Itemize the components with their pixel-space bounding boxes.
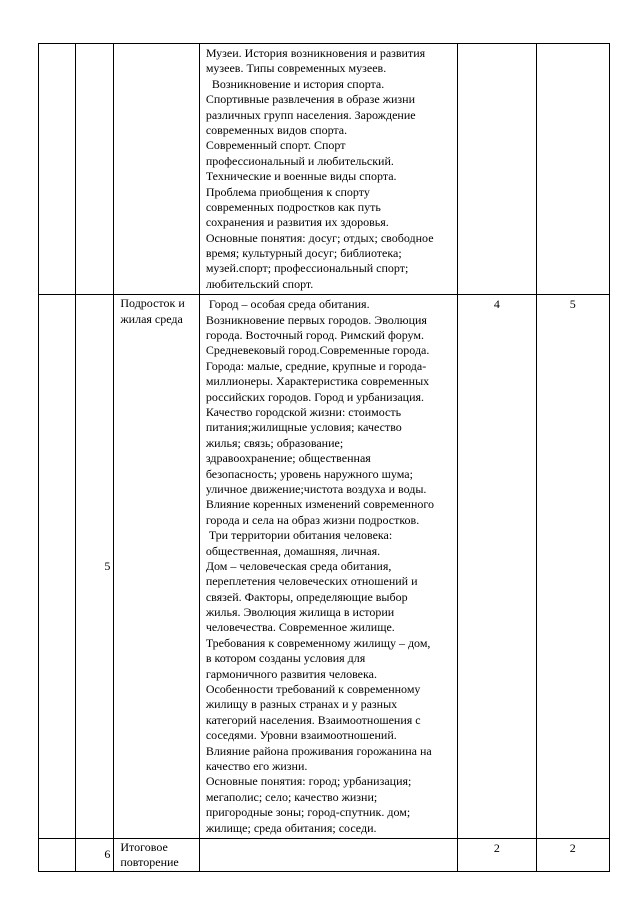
content-line: качество его жизни.	[205, 758, 308, 773]
content-line: Дом – человеческая среда обитания,	[205, 558, 392, 573]
content-line: Требования к современному жилищу – дом,	[205, 635, 431, 650]
topic-cell	[114, 838, 199, 871]
content-line: в котором созданы условия для	[205, 651, 366, 666]
hours-cell-b	[536, 44, 609, 295]
content-line: переплетения человеческих отношений и	[205, 574, 418, 589]
content-line: безопасность; уровень наружного шума;	[205, 466, 413, 481]
content-line: различных групп населения. Зарождение	[205, 107, 416, 122]
empty-cell	[39, 295, 76, 839]
content-line: любительский спорт.	[205, 276, 314, 291]
row-number-cell	[76, 44, 114, 295]
content-line: Спортивные развлечения в образе жизни	[205, 92, 415, 107]
content-line: города. Восточный город. Римский форум.	[205, 328, 424, 343]
content-line: музей.спорт; профессиональный спорт;	[205, 261, 409, 276]
content-line: Три территории обитания человека:	[205, 528, 393, 543]
content-line: сохранения и развития их здоровья.	[205, 215, 389, 230]
table-row	[39, 295, 610, 839]
content-line: Современный спорт. Спорт	[205, 138, 346, 153]
content-line: Качество городской жизни: стоимость	[205, 404, 402, 419]
content-line: Средневековый город.Современные города.	[205, 343, 430, 358]
content-line: профессиональный и любительский.	[205, 153, 394, 168]
content-cell	[199, 295, 457, 839]
content-line: Основные понятия: досуг; отдых; свободное	[205, 230, 434, 245]
hours-cell-b: 5	[536, 295, 609, 839]
content-line: пригородные зоны; город-спутник. дом;	[205, 805, 411, 820]
content-line: гармоничного развития человека.	[205, 666, 377, 681]
content-line: Технические и военные виды спорта.	[205, 169, 397, 184]
content-line: время; культурный досуг; библиотека;	[205, 246, 402, 261]
hours-cell-a: 2	[458, 838, 536, 871]
topic-line: Подросток и	[120, 296, 185, 311]
row-number-cell: 6	[76, 838, 114, 871]
hours-cell-a: 4	[458, 295, 536, 839]
content-line: человечества. Современное жилище.	[205, 620, 395, 635]
table-row	[39, 838, 610, 871]
row-number-cell: 5	[76, 295, 114, 839]
topic-line: жилая среда	[120, 311, 183, 326]
content-line: категорий населения. Взаимоотношения с	[205, 712, 421, 727]
content-line: связей. Факторы, определяющие выбор	[205, 589, 408, 604]
content-line: жилья; связь; образование;	[205, 435, 344, 450]
topic-line: повторение	[120, 855, 179, 870]
content-line: Возникновение и история спорта.	[205, 76, 385, 91]
content-line: Музеи. История возникновения и развития	[205, 46, 426, 60]
curriculum-table	[38, 43, 610, 872]
hours-cell-b: 2	[536, 838, 609, 871]
content-line: миллионеры. Характеристика современных	[205, 374, 430, 389]
content-line: жилище; среда обитания; соседи.	[205, 820, 377, 835]
content-line: питания;жилищные условия; качество	[205, 420, 402, 435]
content-line: уличное движение;чистота воздуха и воды.	[205, 481, 427, 496]
content-line: соседями. Уровни взаимоотношений.	[205, 728, 397, 743]
topic-cell	[114, 44, 199, 295]
content-line: современных подростков как путь	[205, 199, 381, 214]
content-line: современных видов спорта.	[205, 122, 348, 137]
empty-cell	[39, 44, 76, 295]
content-line: города и села на образ жизни подростков.	[205, 512, 420, 527]
content-line: Города: малые, средние, крупные и города-	[205, 358, 427, 373]
content-line: общественная, домашняя, личная.	[205, 543, 381, 558]
content-line: Особенности требований к современному	[205, 682, 421, 697]
content-line: жилья. Эволюция жилища в истории	[205, 605, 395, 620]
content-line: российских городов. Город и урбанизация.	[205, 389, 425, 404]
content-line: Проблема приобщения к спорту	[205, 184, 370, 199]
content-cell	[199, 44, 457, 295]
content-line: мегаполис; село; качество жизни;	[205, 789, 378, 804]
content-line: здравоохранение; общественная	[205, 451, 371, 466]
content-line: Влияние района проживания горожанина на	[205, 743, 432, 758]
content-line: Влияние коренных изменений современного	[205, 497, 434, 512]
hours-cell-a	[458, 44, 536, 295]
empty-cell	[39, 838, 76, 871]
topic-line: Итоговое	[120, 839, 168, 854]
table-row	[39, 44, 610, 295]
content-line: музеев. Типы современных музеев.	[205, 61, 387, 76]
content-line: Возникновение первых городов. Эволюция	[205, 312, 427, 327]
content-cell	[199, 838, 457, 871]
content-line: жилищу в разных странах и у разных	[205, 697, 398, 712]
topic-cell	[114, 295, 199, 839]
content-line: Город – особая среда обитания.	[205, 297, 370, 312]
content-line: Основные понятия: город; урбанизация;	[205, 774, 412, 789]
